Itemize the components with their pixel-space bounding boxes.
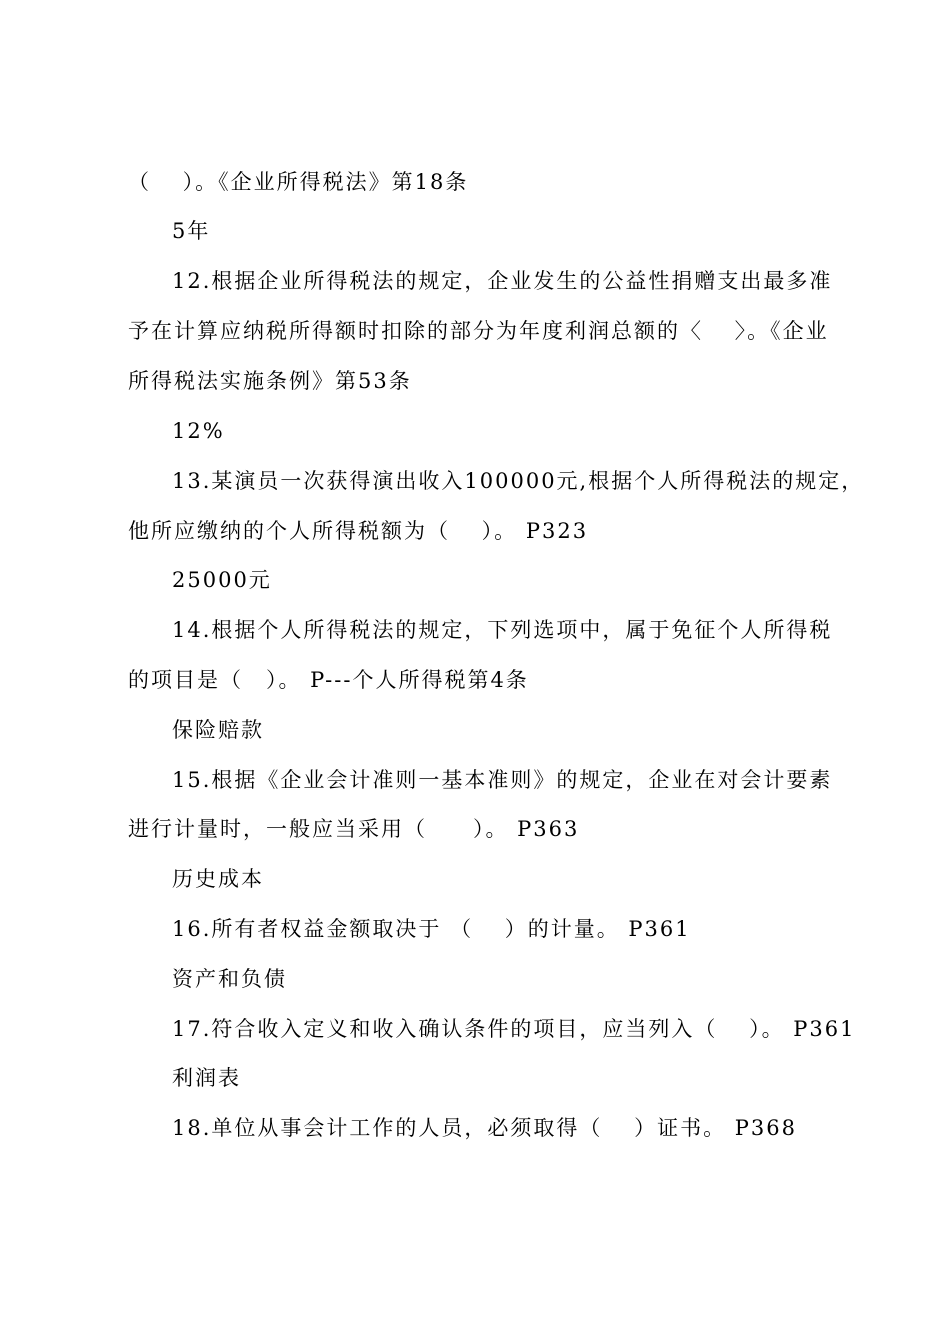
text-line: 他所应缴纳的个人所得税额为（ ）。 P323 [128, 519, 589, 543]
question-line: 14.根据个人所得税法的规定，下列选项中，属于免征个人所得税 [172, 618, 833, 642]
question-line: 15.根据《企业会计准则一基本准则》的规定，企业在对会计要素 [172, 768, 833, 792]
answer-line: 利润表 [172, 1066, 241, 1090]
question-line: 17.符合收入定义和收入确认条件的项目，应当列入（ ）。 P361 [172, 1017, 856, 1041]
text-line: 所得税法实施条例》第53条 [128, 369, 412, 393]
question-line: 13.某演员一次获得演出收入100000元,根据个人所得税法的规定， [172, 469, 865, 493]
question-line: 12.根据企业所得税法的规定，企业发生的公益性捐赠支出最多准 [172, 269, 833, 293]
text-line: 的项目是（ ）。 P---个人所得税第4条 [128, 668, 529, 692]
text-line: （ ）。《企业所得税法》第18条 [128, 170, 469, 194]
text-line: 进行计量时，一般应当采用（ ）。 P363 [128, 817, 580, 841]
answer-line: 12% [172, 419, 225, 443]
answer-line: 资产和负债 [172, 967, 287, 991]
text-line: 予在计算应纳税所得额时扣除的部分为年度利润总额的〈 〉。《企业 [128, 319, 829, 343]
answer-line: 保险赔款 [172, 718, 264, 742]
answer-line: 5年 [172, 219, 211, 243]
question-line: 16.所有者权益金额取决于 （ ）的计量。 P361 [172, 917, 691, 941]
answer-line: 25000元 [172, 568, 272, 592]
question-line: 18.单位从事会计工作的人员，必须取得（ ）证书。 P368 [172, 1116, 797, 1140]
answer-line: 历史成本 [172, 867, 264, 891]
